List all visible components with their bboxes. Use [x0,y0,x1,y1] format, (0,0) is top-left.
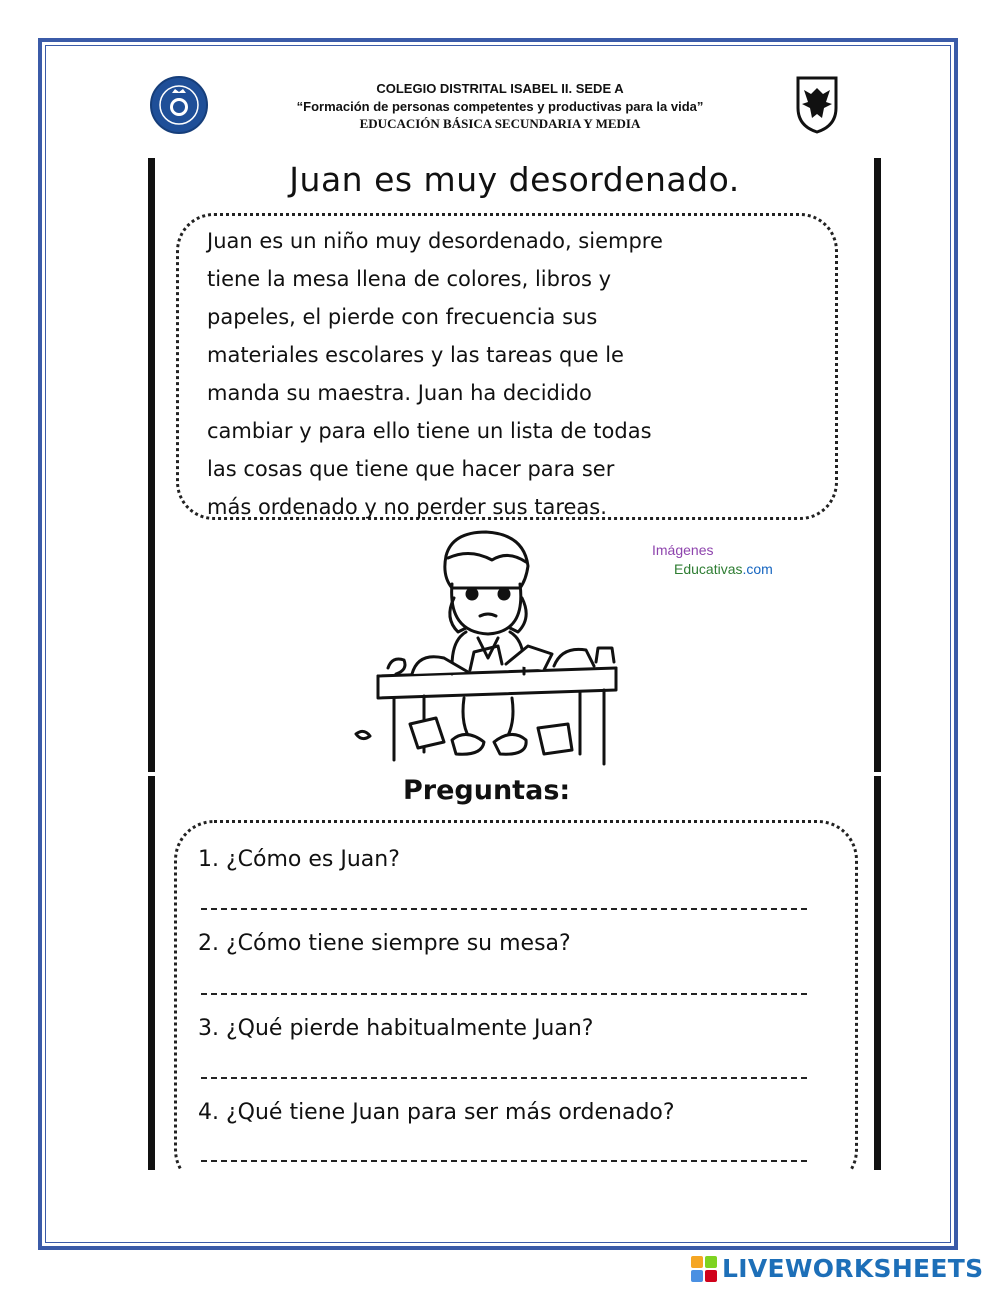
answer-line-1[interactable] [201,908,807,910]
answer-line-3[interactable] [201,1077,807,1079]
worksheet-cut-edge [148,1170,881,1240]
watermark-line1: Imágenes [652,542,714,558]
liveworksheets-icon [690,1255,718,1283]
question-2: 2. ¿Cómo tiene siempre su mesa? [198,931,571,956]
school-header [230,79,770,132]
question-1: 1. ¿Cómo es Juan? [198,847,400,872]
story-line: más ordenado y no perder sus tareas. [207,495,607,519]
questions-box [174,820,858,1190]
story-line: tiene la mesa llena de colores, libros y [207,267,612,291]
story-line: materiales escolares y las tareas que le [207,343,624,367]
question-4: 4. ¿Qué tiene Juan para ser más ordenado? [198,1100,675,1125]
story-line: Juan es un niño muy desordenado, siempre [207,229,663,253]
education-level: EDUCACIÓN BÁSICA SECUNDARIA Y MEDIA [359,116,641,131]
liveworksheets-logo[interactable] [690,1254,983,1283]
answer-line-4[interactable] [201,1160,807,1162]
school-name: COLEGIO DISTRITAL ISABEL II. SEDE A [376,81,624,96]
coat-of-arms-icon [794,74,840,134]
story-line: manda su maestra. Juan ha decidido [207,381,592,405]
story-text [207,222,817,526]
watermark-brand: Educativas [674,561,743,577]
story-line: papeles, el pierde con frecuencia sus [207,305,598,329]
messy-boy-at-desk-illustration [348,528,648,774]
school-seal-icon [150,76,208,134]
story-line: cambiar y para ello tiene un lista de todas [207,419,652,443]
image-watermark [652,541,773,579]
school-motto: “Formación de personas competentes y productivas para la vida” [296,99,704,114]
watermark-line2 [652,560,773,579]
liveworksheets-wordmark: LIVEWORKSHEETS [722,1254,984,1283]
questions-title: Preguntas: [403,775,571,806]
answer-line-2[interactable] [201,993,807,995]
question-3: 3. ¿Qué pierde habitualmente Juan? [198,1016,594,1041]
story-line: las cosas que tiene que hacer para ser [207,457,615,481]
watermark-domain: .com [742,561,773,577]
story-title: Juan es muy desordenado. [289,160,740,199]
